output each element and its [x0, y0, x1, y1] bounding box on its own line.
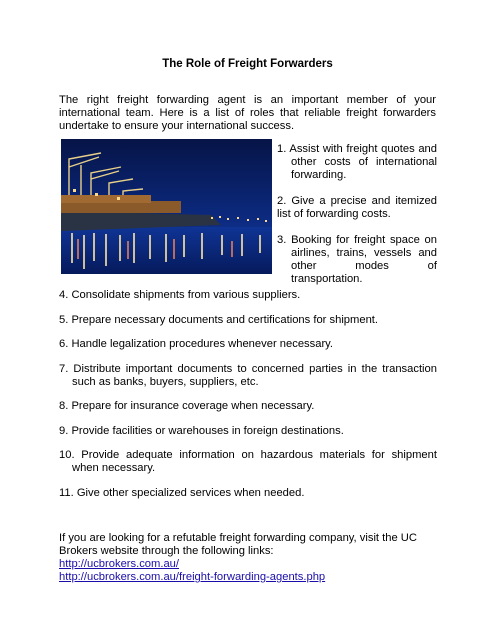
list-item: 1. Assist with freight quotes and other costs of international forwarding. — [277, 143, 437, 181]
list-item: 5. Prepare necessary documents and certifications for shipment. — [59, 313, 379, 326]
intro-paragraph: The right freight forwarding agent is an important member of your international team. Here is a list of roles that reliable freight forwarders undertake to ensure your international success. — [59, 94, 436, 132]
list-item: 3. Booking for freight space on airlines, trains, vessels and other modes of transportation. — [277, 234, 437, 285]
list-item: 4. Consolidate shipments from various suppliers. — [59, 289, 301, 301]
link-freight-forwarding-agents[interactable]: http://ucbrokers.com.au/freight-forwarding-agents.php — [59, 571, 326, 583]
list-item: 2. Give a precise and itemized list of forwarding costs. — [277, 195, 437, 220]
footer-text: If you are looking for a refutable freight forwarding company, visit the UC Brokers website through the following links: — [59, 532, 417, 557]
list-item: 9. Provide facilities or warehouses in foreign destinations. — [59, 424, 344, 437]
list-item: 7. Distribute important documents to concerned parties in the transaction such as banks, buyers, suppliers, etc. — [59, 362, 437, 388]
port-night-photo — [61, 139, 272, 274]
list-item: 6. Handle legalization procedures whenever necessary. — [59, 338, 334, 350]
side-roles-list — [277, 143, 437, 299]
link-ucbrokers-home[interactable]: http://ucbrokers.com.au/ — [59, 558, 180, 570]
list-item: 11. Give other specialized services when needed. — [59, 486, 305, 499]
main-roles-list — [59, 289, 437, 511]
footer-section — [59, 532, 437, 584]
page-title: The Role of Freight Forwarders — [162, 58, 333, 70]
list-item: 10. Provide adequate information on hazardous materials for shipment when necessary. — [59, 449, 437, 474]
list-item: 8. Prepare for insurance coverage when necessary. — [59, 400, 315, 412]
